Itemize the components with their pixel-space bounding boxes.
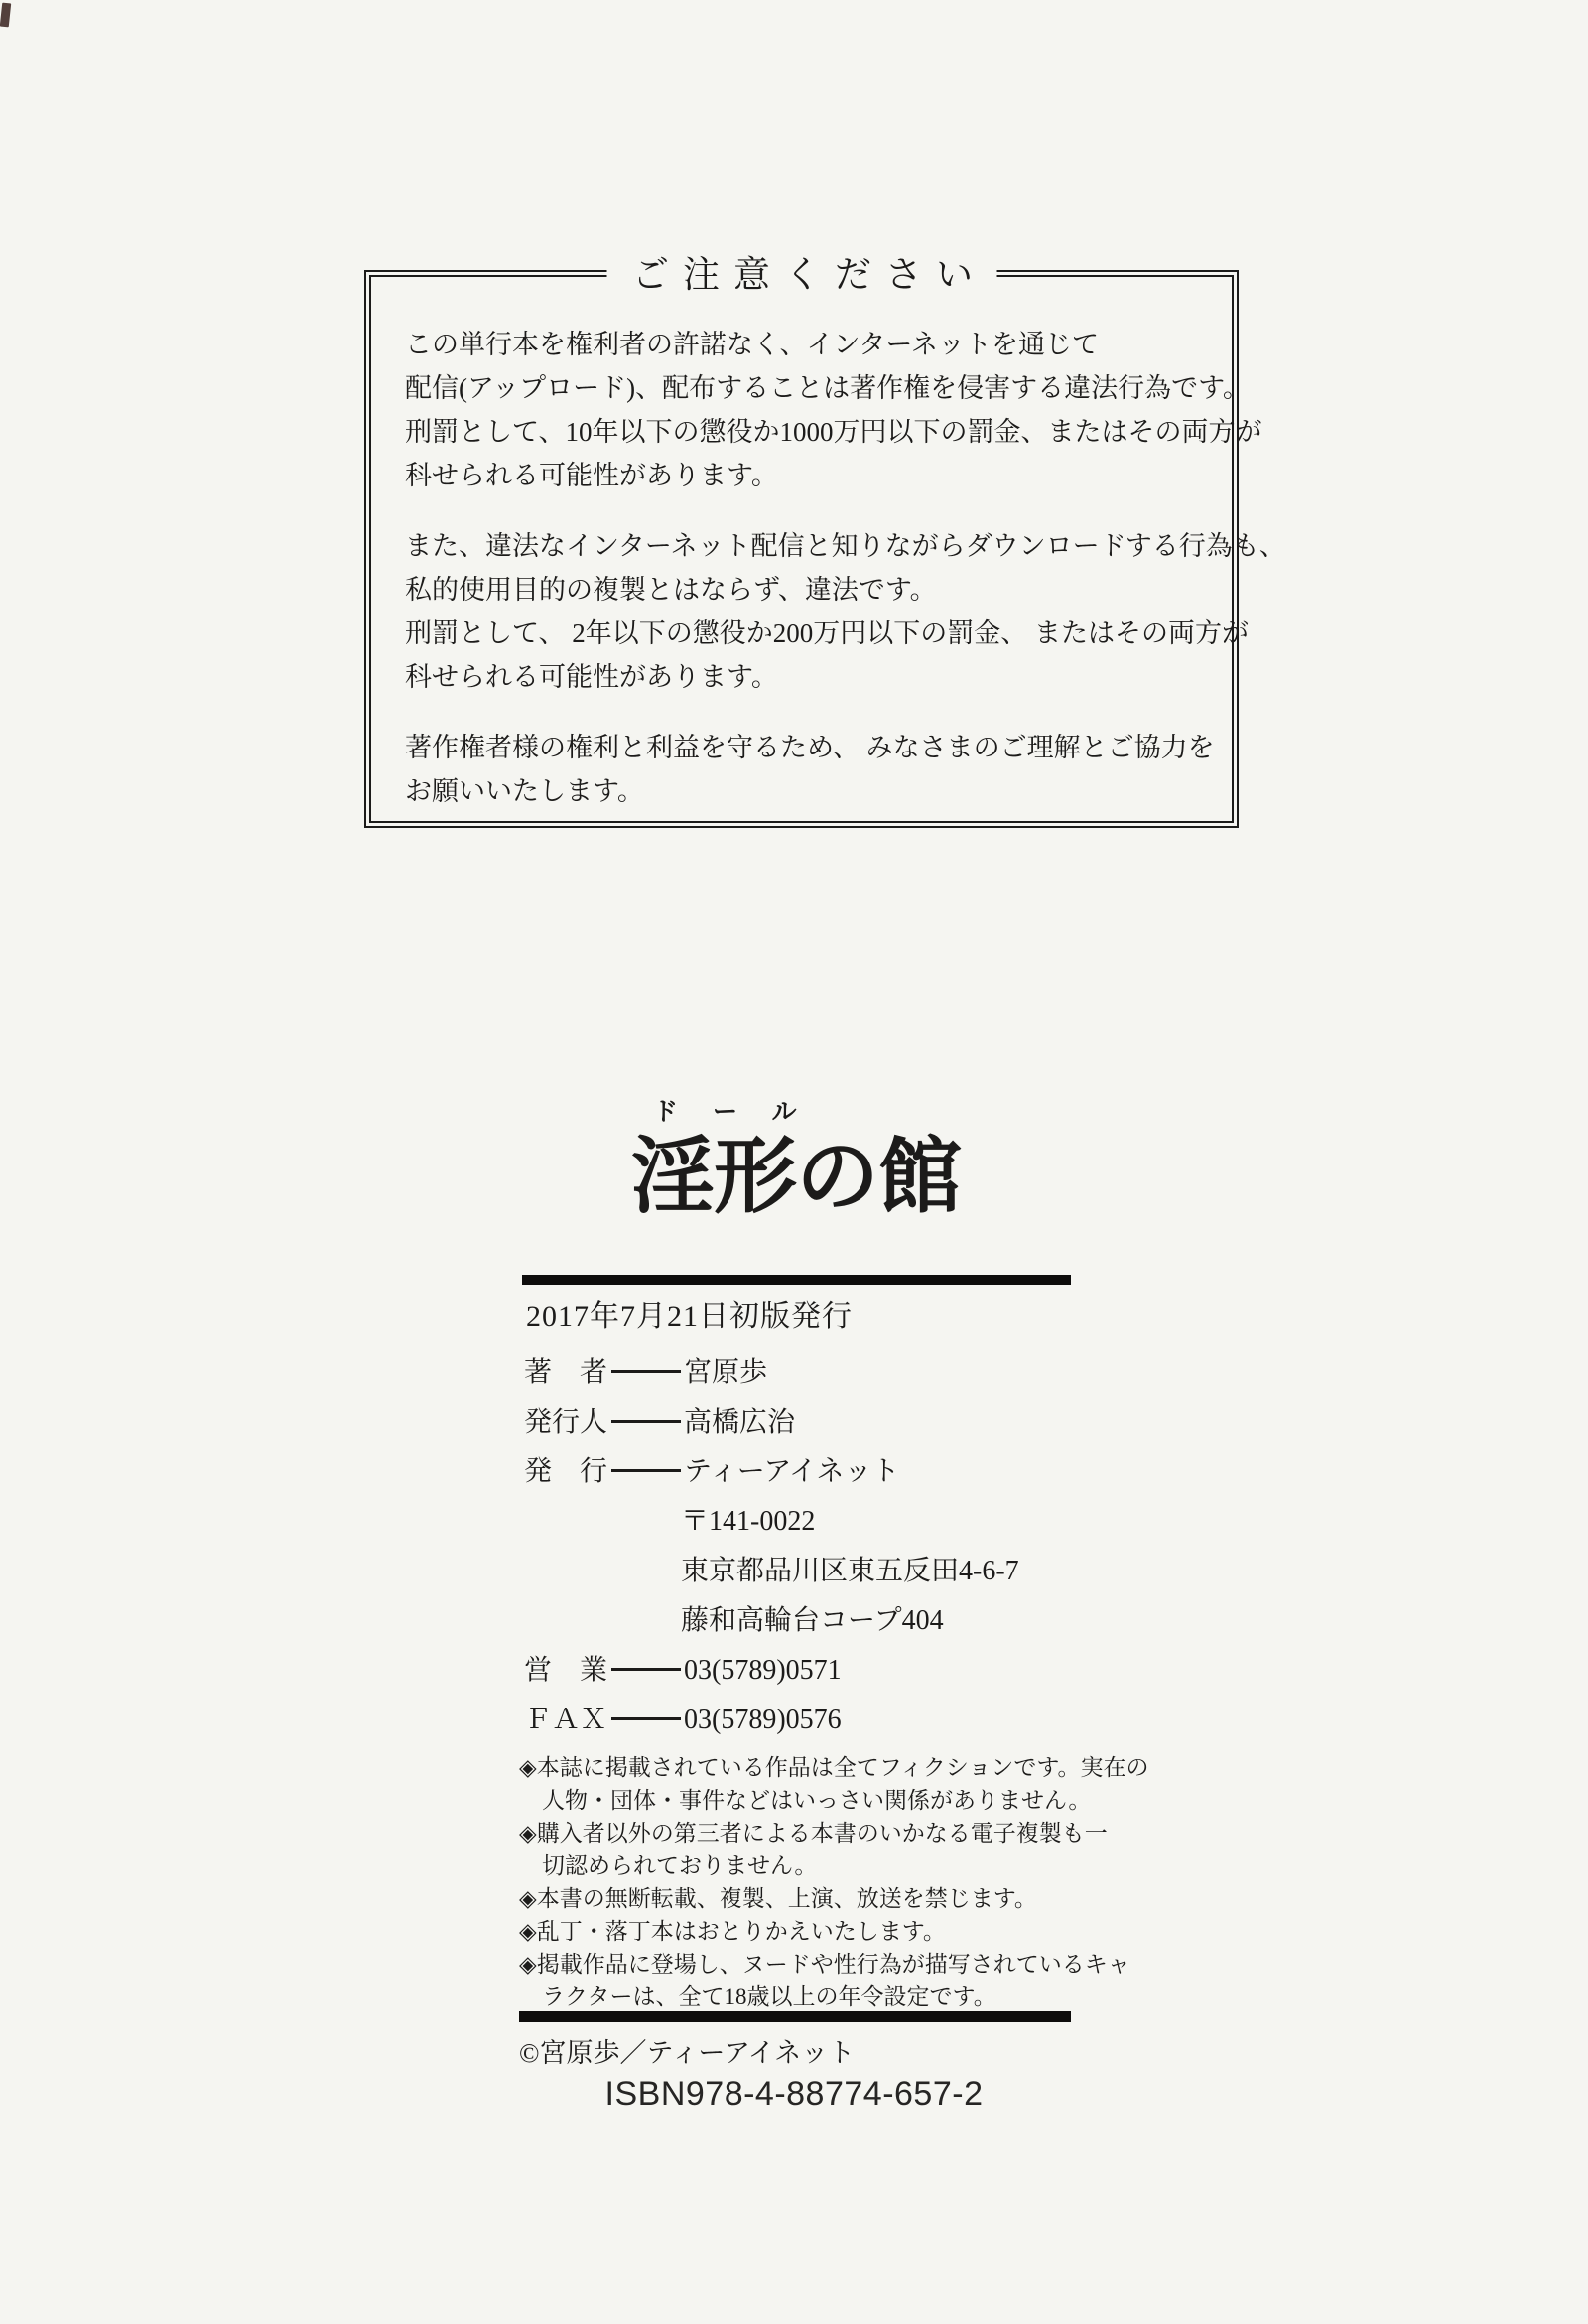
note-line: ◈本書の無断転載、複製、上演、放送を禁じます。 <box>519 1886 1037 1911</box>
bottom-divider-rule <box>519 2011 1071 2022</box>
contact-value: 03(5789)0571 <box>684 1655 842 1686</box>
address-line-1: 東京都品川区東五反田4-6-7 <box>681 1556 1019 1586</box>
copyright-line: ©宮原歩／ティーアイネット <box>519 2038 856 2068</box>
credit-row-publisher <box>524 1447 1019 1497</box>
text-line: 科せられる可能性があります。 <box>405 461 778 490</box>
contact-value: 03(5789)0576 <box>684 1705 842 1735</box>
note-line: ラクターは、全て18歳以上の年令設定です。 <box>542 1984 996 2009</box>
note-line: ◈本誌に掲載されている作品は全てフィクションです。実在の <box>519 1755 1149 1780</box>
credit-label: 発行人 <box>524 1407 608 1437</box>
dash-line <box>611 1370 681 1373</box>
text-line: 配信(アップロード)、配布することは著作権を侵害する違法行為です。 <box>405 373 1250 403</box>
title-furigana: ドール <box>653 1099 832 1126</box>
contact-row-fax <box>524 1696 1019 1745</box>
warning-box-title: ご注意ください <box>606 255 996 297</box>
text-line: この単行本を権利者の許諾なく、インターネットを通じて <box>405 330 1100 359</box>
warning-box-text <box>405 323 1286 813</box>
warning-paragraph-1 <box>405 323 1262 497</box>
credit-label: 発 行 <box>524 1456 608 1487</box>
text-line: 刑罰として、 2年以下の懲役か200万円以下の罰金、 またはその両方が <box>405 618 1249 648</box>
text-line: 刑罰として、10年以下の懲役か1000万円以下の罰金、またはその両方が <box>405 417 1262 447</box>
warning-paragraph-2 <box>405 524 1286 699</box>
credit-row-author <box>524 1348 1019 1398</box>
note-line: ◈乱丁・落丁本はおとりかえいたします。 <box>519 1919 946 1944</box>
text-line: お願いいたします。 <box>405 776 644 806</box>
scan-artifact <box>0 3 11 28</box>
credit-value: 高橋広治 <box>684 1407 796 1437</box>
title-divider-rule <box>522 1275 1071 1285</box>
dash-line <box>611 1420 681 1423</box>
credit-label: 著 者 <box>524 1357 608 1388</box>
contact-label: 営 業 <box>524 1655 608 1686</box>
copyright-warning-box <box>364 255 1286 828</box>
isbn-number: ISBN978-4-88774-657-2 <box>604 2075 984 2113</box>
postal-code: 〒141-0022 <box>681 1506 816 1537</box>
text-line: 私的使用目的の複製とはならず、違法です。 <box>405 575 937 605</box>
edition-date: 2017年7月21日初版発行 <box>526 1300 853 1333</box>
address-line-2: 藤和高輪台コープ404 <box>681 1605 944 1636</box>
credit-value: 宮原歩 <box>684 1357 768 1388</box>
credit-value: ティーアイネット <box>684 1456 900 1487</box>
text-line: 著作権者様の権利と利益を守るため、 みなさまのご理解とご協力を <box>405 733 1215 762</box>
text-line: また、違法なインターネット配信と知りながらダウンロードする行為も、 <box>405 531 1286 561</box>
note-line: ◈購入者以外の第三者による本書のいかなる電子複製も一 <box>519 1821 1108 1846</box>
note-line: ◈掲載作品に登場し、ヌードや性行為が描写されているキャ <box>519 1952 1130 1977</box>
warning-paragraph-3 <box>405 726 1218 813</box>
credit-row-publisher-person <box>524 1398 1019 1447</box>
text-line: 科せられる可能性があります。 <box>405 662 778 692</box>
legal-notes <box>519 1751 1149 2013</box>
book-title: 淫形の館 <box>631 1132 962 1224</box>
dash-line <box>611 1668 681 1671</box>
note-line: 切認められておりません。 <box>542 1853 818 1878</box>
dash-line <box>611 1717 681 1720</box>
dash-line <box>611 1469 681 1472</box>
publication-details <box>524 1348 1019 1745</box>
contact-label: ＦＡＸ <box>524 1705 608 1735</box>
contact-row-sales <box>524 1646 1019 1696</box>
note-line: 人物・団体・事件などはいっさい関係がありません。 <box>542 1788 1092 1813</box>
